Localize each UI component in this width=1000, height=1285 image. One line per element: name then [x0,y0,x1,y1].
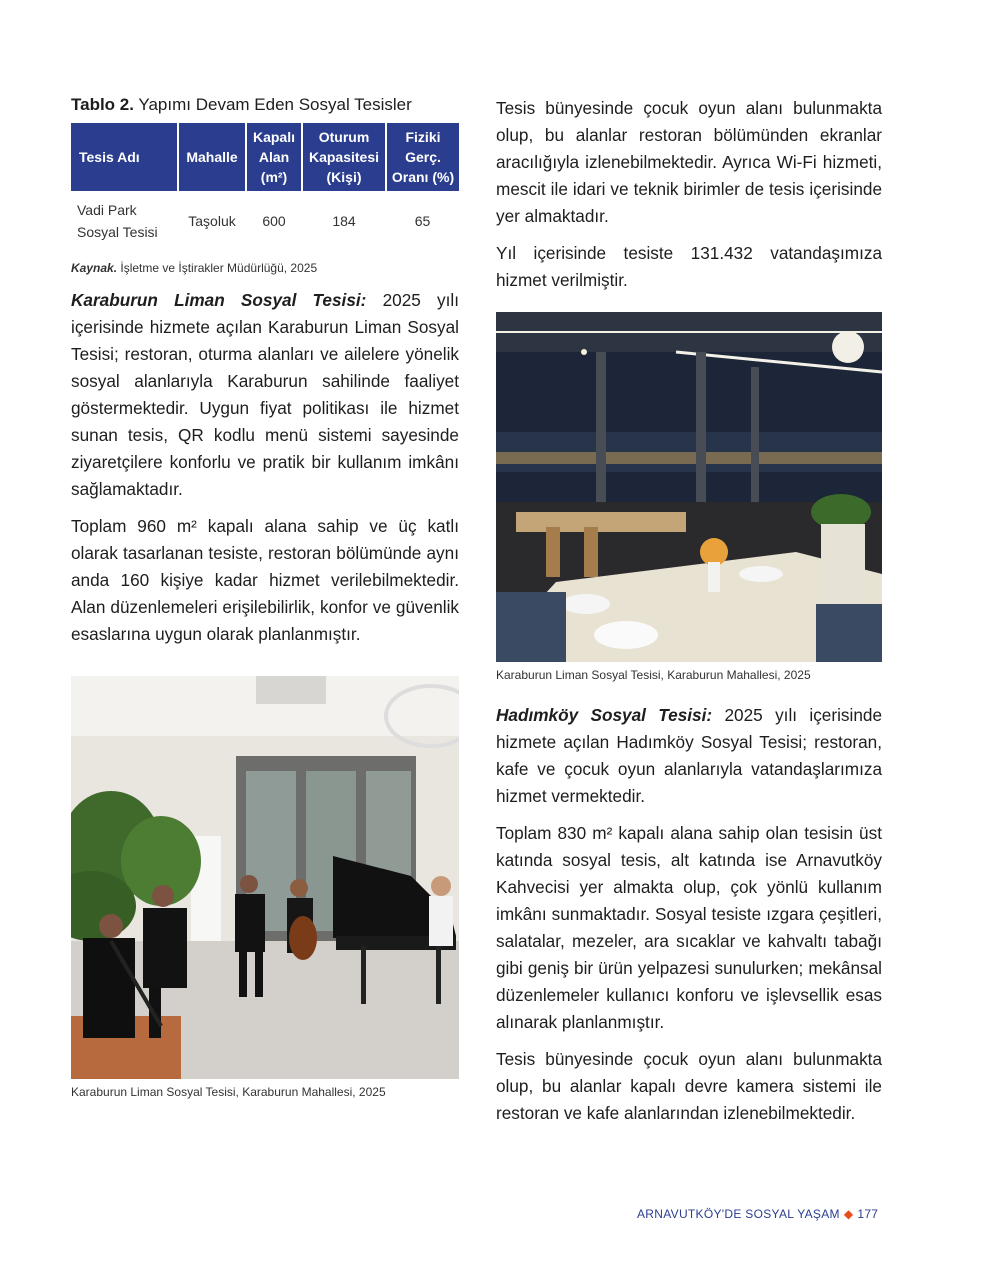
paragraph-hadimkoy-intro: Hadımköy Sosyal Tesisi: 2025 yılı içerisinde hizmete açılan Hadımköy Sosyal Tesisi; restoran, kafe ve çocuk oyun alanlarıyla vatandaşlarımıza hizmet vermektedir. [496,705,882,806]
musicians-illustration [71,676,459,1079]
paragraph-hadimkoy-area: Toplam 830 m² kapalı alana sahip olan tesisin üst katında sosyal tesis, alt katında ise Arnavutköy Kahvecisi yer almakta olup, çok yönlü kullanım imkânı sunmaktadır. Sosyal tesiste ızgara çeşitleri, salatalar, mezeler, ara sıcaklar ve kahvaltı tabağı gibi geniş bir ürün yelpazesi sunulurken; mekânsal düzenlemeler kullanıcı konforu ve işlevsellik esas alınarak planlanmıştır. [496,823,882,1032]
footer-section-title: ARNAVUTKÖY'DE SOSYAL YAŞAM [637,1207,840,1221]
restaurant-illustration [496,312,882,662]
cell-capacity: 184 [332,213,356,229]
col-header-facility: Tesis Adı [71,123,178,191]
footer-diamond-icon: ◆ [843,1207,854,1221]
photo-caption-right: Karaburun Liman Sosyal Tesisi, Karaburun Mahallesi, 2025 [496,668,811,682]
paragraph-hadimkoy-playground: Tesis bünyesinde çocuk oyun alanı bulunmakta olup, bu alanlar kapalı devre kamera sistemi ile restoran ve kafe alanlarından izlenebilmektedir. [496,1049,882,1123]
cell-facility: Vadi Park Sosyal Tesisi [77,202,158,240]
table-title: Tablo 2. Yapımı Devam Eden Sosyal Tesisler [71,95,412,114]
photo-musicians [71,676,459,1079]
photo-caption-left: Karaburun Liman Sosyal Tesisi, Karaburun Mahallesi, 2025 [71,1085,386,1099]
col-header-area: Kapalı Alan (m²) [246,123,302,191]
cell-neighborhood: Taşoluk [188,213,236,229]
page-number: 177 [857,1207,879,1221]
paragraph-karaburun-area: Toplam 960 m² kapalı alana sahip ve üç katlı olarak tasarlanan tesiste, restoran bölümünde aynı anda 160 kişiye kadar hizmet verilebilmektedir. Alan düzenlemeleri erişilebilirlik, konfor ve güvenlik esaslarına uygun olarak planlanmıştır. [71,516,459,644]
table-row [71,191,459,251]
facilities-table [71,123,459,251]
cell-area: 600 [262,213,286,229]
paragraph-visitors: Yıl içerisinde tesiste 131.432 vatandaşımıza hizmet verilmiştir. [496,243,882,290]
col-header-neighborhood: Mahalle [178,123,246,191]
col-header-progress: Fiziki Gerç. Oranı (%) [386,123,459,191]
col-header-capacity: Oturum Kapasitesi (Kişi) [302,123,386,191]
page-footer [637,1207,878,1221]
photo-restaurant [496,312,882,662]
table-header-row [71,123,459,191]
paragraph-playground: Tesis bünyesinde çocuk oyun alanı bulunmakta olup, bu alanlar restoran bölümünden ekranlar aracılığıyla izlenebilmektedir. Ayrıca Wi-Fi hizmeti, mescit ile idari ve teknik birimler de tesis içerisinde yer almaktadır. [496,98,882,226]
table-source: Kaynak. İşletme ve İştirakler Müdürlüğü, 2025 [71,261,318,275]
left-column [71,95,459,1099]
right-column [496,95,882,1137]
paragraph-karaburun-intro: Karaburun Liman Sosyal Tesisi: 2025 yılı içerisinde hizmete açılan Karaburun Liman Sosyal Tesisi; restoran, oturma alanları ve ailelere yönelik sosyal alanlarıyla Karaburun sahilinde faaliyet göstermektedir. Uygun fiyat politikası ile hizmet sunan tesis, QR kodlu menü sistemi sayesinde ziyaretçilere konforlu ve pratik bir kullanım imkânı sağlamaktadır. [71,290,459,499]
cell-progress: 65 [414,213,431,229]
